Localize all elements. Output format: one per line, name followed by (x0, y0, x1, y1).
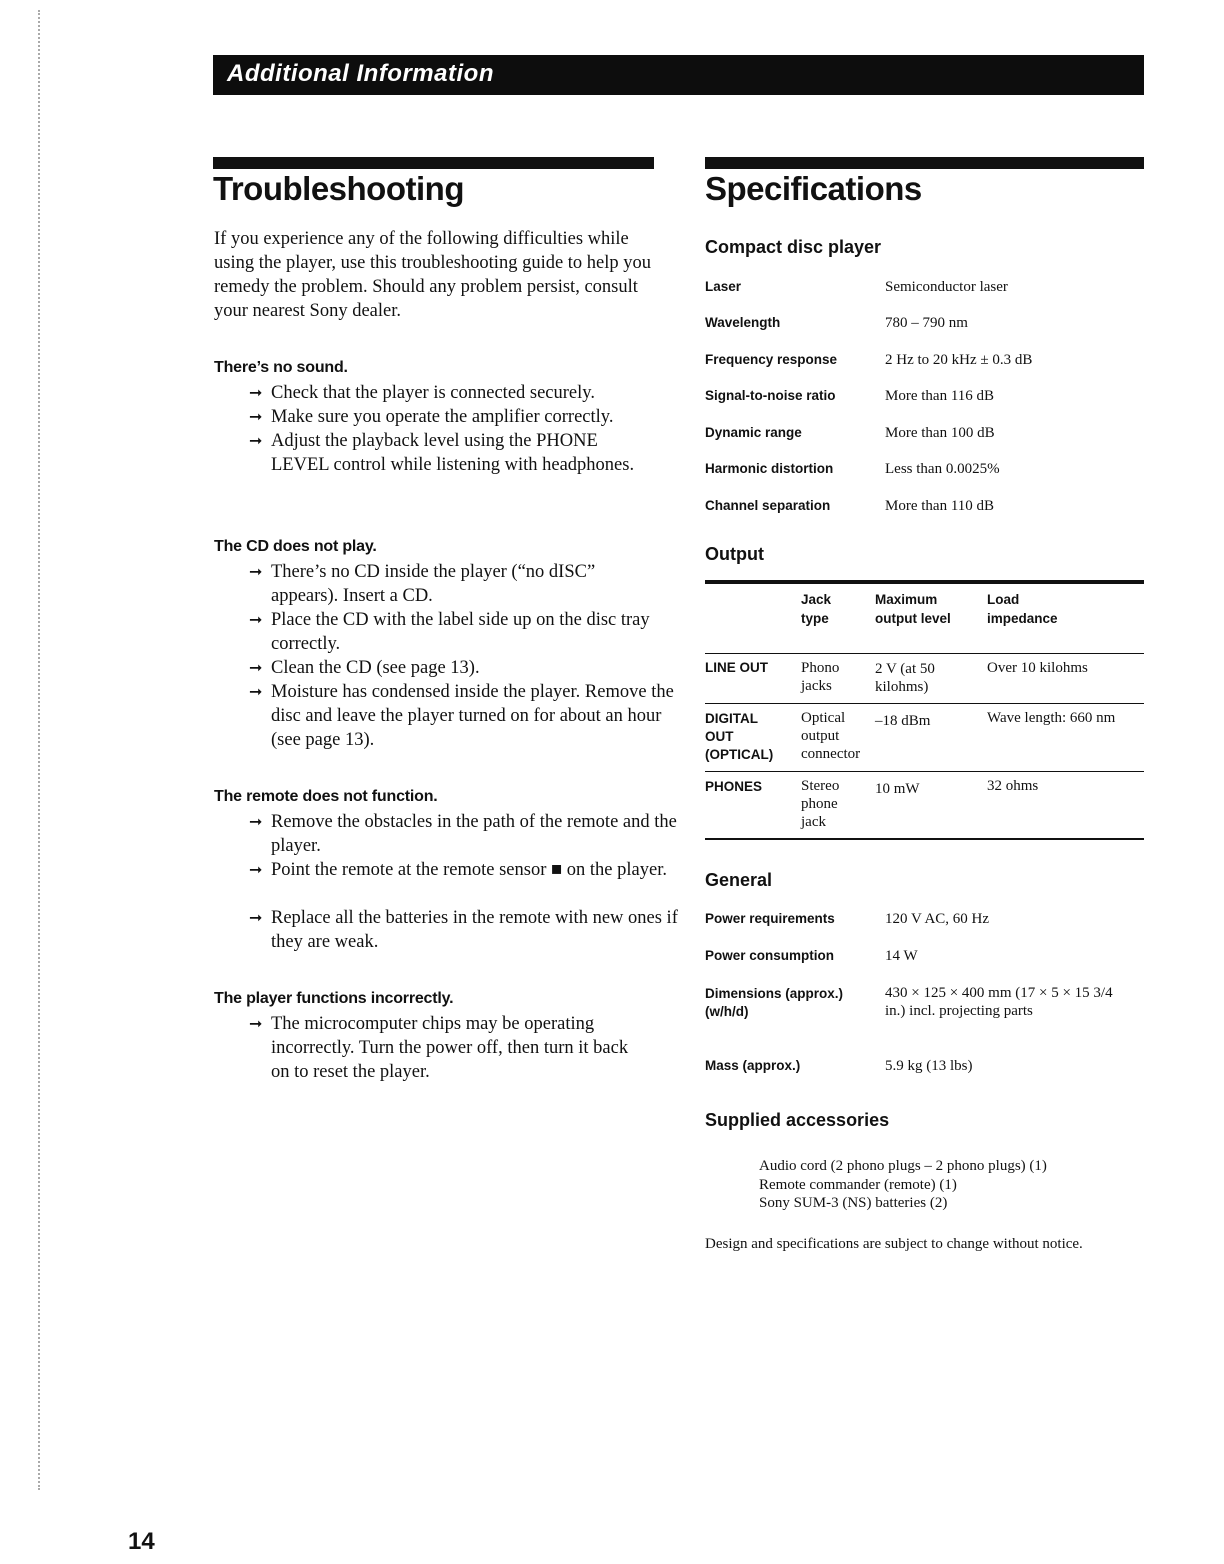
specifications-notice: Design and specifications are subject to change without notice. (705, 1236, 1083, 1252)
output-level: –18 dBm (875, 713, 931, 729)
table-rule (705, 838, 1144, 840)
output-jack: Phono jacks (801, 660, 840, 694)
arrow-icon: ➞ (249, 407, 263, 426)
spec-label: Power consumption (705, 948, 835, 963)
accessory-item: Audio cord (2 phono plugs – 2 phono plugs) (1) (759, 1158, 1047, 1174)
table-rule (705, 580, 1144, 584)
scan-edge (38, 10, 42, 1490)
problem-heading: The player functions incorrectly. (214, 990, 454, 1007)
accessories-list (759, 1157, 1047, 1213)
remedy-text: Replace all the batteries in the remote with new ones if they are weak. (271, 908, 678, 952)
spec-label: Power requirements (705, 911, 835, 926)
spec-label: Dimensions (approx.) (w/h/d) (705, 986, 844, 1019)
remedy-item (249, 381, 681, 405)
output-row-name: PHONES (705, 779, 763, 794)
remedy-item (249, 858, 681, 882)
arrow-icon: ➞ (249, 610, 263, 629)
arrow-icon: ➞ (249, 908, 263, 927)
output-level: 10 mW (875, 781, 920, 797)
heading-bar (213, 157, 654, 169)
spec-value: 120 V AC, 60 Hz (885, 911, 990, 927)
troubleshooting-intro: If you experience any of the following difficulties while using the player, use this troubleshooting guide to help you remedy the problem. Should any problem persist, consult your nearest Sony dealer. (214, 229, 652, 321)
arrow-icon: ➞ (249, 812, 263, 831)
remedy-item (249, 560, 631, 608)
output-row-name: DIGITAL OUT (OPTICAL) (705, 711, 774, 762)
remedy-item (249, 429, 651, 477)
accessory-item: Sony SUM-3 (NS) batteries (2) (759, 1195, 948, 1211)
spec-value: 430 × 125 × 400 mm (17 × 5 × 15 3/4 in.) incl. projecting parts (885, 985, 1113, 1019)
spec-value: Semiconductor laser (885, 279, 1008, 295)
problem-heading: There’s no sound. (214, 359, 348, 376)
spec-label: Laser (705, 279, 742, 294)
spec-value: 2 Hz to 20 kHz ± 0.3 dB (885, 352, 1033, 368)
col-jack-type: Jack type (801, 592, 832, 626)
col-load-impedance: Load impedance (987, 592, 1058, 626)
remedy-item (249, 608, 651, 656)
troubleshooting-title: Troubleshooting (213, 170, 464, 207)
remedy-item (249, 1012, 651, 1084)
table-rule (705, 703, 1144, 704)
spec-label: Harmonic distortion (705, 461, 834, 476)
remedy-text: Moisture has condensed inside the player. Remove the disc and leave the player turned on for about an hour (see page 13). (271, 682, 674, 750)
problem-heading: The remote does not function. (214, 788, 438, 805)
spec-value: More than 116 dB (885, 388, 995, 404)
accessories-heading: Supplied accessories (705, 1110, 890, 1130)
arrow-icon: ➞ (249, 383, 263, 402)
remedy-item (249, 680, 681, 752)
output-row-name: LINE OUT (705, 660, 768, 675)
spec-value: 780 – 790 nm (885, 315, 968, 331)
arrow-icon: ➞ (249, 1014, 263, 1033)
remedy-text: Clean the CD (see page 13). (271, 658, 480, 678)
arrow-icon: ➞ (249, 658, 263, 677)
spec-label: Frequency response (705, 352, 838, 367)
remedy-text: The microcomputer chips may be operating incorrectly. Turn the power off, then turn it back on to reset the player. (271, 1014, 629, 1082)
remedy-text: Place the CD with the label side up on the disc tray correctly. (271, 610, 650, 654)
remedy-item (249, 405, 681, 429)
general-heading: General (705, 870, 773, 890)
output-jack: Stereo phone jack (801, 778, 840, 830)
output-heading: Output (705, 544, 764, 564)
section-banner-title: Additional Information (227, 60, 494, 87)
spec-value: Less than 0.0025% (885, 461, 1000, 477)
table-rule (705, 771, 1144, 772)
specifications-title: Specifications (705, 170, 922, 207)
remedy-item (249, 656, 681, 680)
output-load: Over 10 kilohms (987, 660, 1088, 676)
arrow-icon: ➞ (249, 860, 263, 879)
output-load: 32 ohms (987, 778, 1039, 794)
remedy-text: Check that the player is connected securely. (271, 383, 595, 403)
spec-value: More than 110 dB (885, 498, 995, 514)
table-rule (705, 653, 1144, 654)
remedy-text: Adjust the playback level using the PHONE LEVEL control while listening with headphones. (271, 431, 635, 475)
spec-label: Mass (approx.) (705, 1058, 801, 1073)
problem-heading: The CD does not play. (214, 538, 377, 555)
remedy-item (249, 906, 681, 954)
heading-bar (705, 157, 1144, 169)
remedy-text: Point the remote at the remote sensor ■ on the player. (271, 860, 667, 880)
cd-player-heading: Compact disc player (705, 237, 882, 257)
arrow-icon: ➞ (249, 562, 263, 581)
output-level: 2 V (at 50 kilohms) (875, 661, 935, 695)
remedy-item (249, 810, 681, 858)
output-load: Wave length: 660 nm (987, 710, 1116, 726)
remedy-text: Remove the obstacles in the path of the remote and the player. (271, 812, 677, 856)
arrow-icon: ➞ (249, 682, 263, 701)
spec-label: Signal-to-noise ratio (705, 388, 836, 403)
page-number: 14 (128, 1528, 155, 1555)
spec-label: Channel separation (705, 498, 831, 513)
col-max-output: Maximum output level (875, 592, 951, 626)
spec-value: 5.9 kg (13 lbs) (885, 1058, 973, 1074)
output-jack: Optical output connector (801, 710, 861, 762)
spec-label: Wavelength (705, 315, 781, 330)
remedy-text: Make sure you operate the amplifier correctly. (271, 407, 614, 427)
arrow-icon: ➞ (249, 431, 263, 450)
accessory-item: Remote commander (remote) (1) (759, 1176, 957, 1193)
remedy-text: There’s no CD inside the player (“no dISC” appears). Insert a CD. (271, 562, 596, 606)
section-banner (213, 55, 1144, 95)
spec-label: Dynamic range (705, 425, 802, 440)
spec-value: More than 100 dB (885, 425, 995, 441)
spec-value: 14 W (885, 948, 918, 964)
